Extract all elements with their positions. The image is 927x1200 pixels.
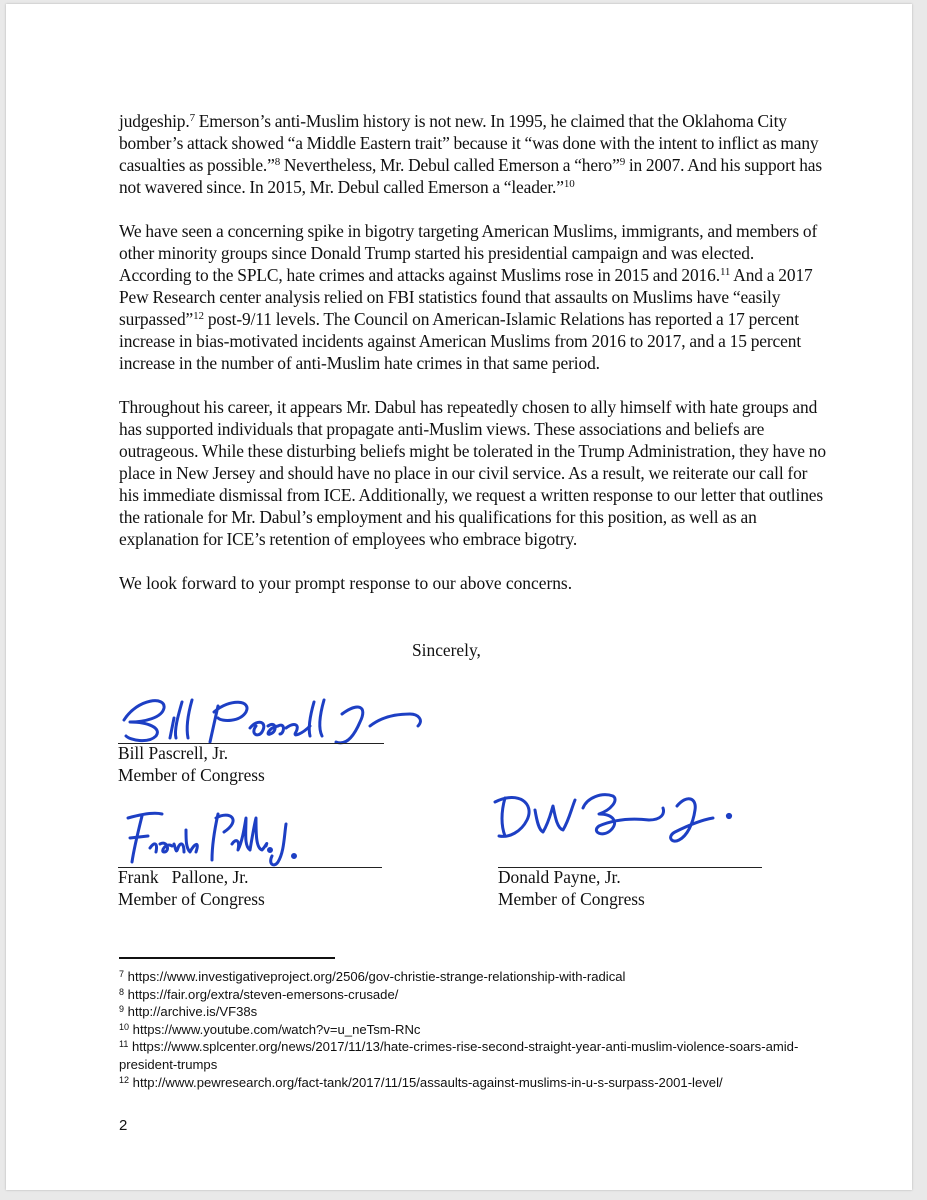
footnote-number: 7 xyxy=(119,969,125,979)
footnote-link[interactable]: https://www.investigativeproject.org/2506/gov-christie-strange-relationship-with-radical xyxy=(127,969,626,984)
footnote-ref: 7 xyxy=(189,112,195,124)
paragraph-emerson-history xyxy=(119,110,829,198)
footnote-link[interactable]: http://www.pewresearch.org/fact-tank/2017/11/15/assaults-against-muslims-in-u-s-surpass-2001-level/ xyxy=(132,1074,723,1090)
footnote-ref: 8 xyxy=(274,156,281,168)
signatory-name: Frank Pallone, Jr. xyxy=(118,867,249,887)
text-run: post-9/11 levels. The Council on American-Islamic Relations has reported a 17 percent increase in bias-motivated incidents against American Muslims from 2016 to 2017, and a 15 percent increase in the number of anti-Muslim hate crimes in that same period. xyxy=(119,309,802,373)
pallone-signature xyxy=(120,804,300,870)
footnote-number: 10 xyxy=(119,1021,130,1032)
paragraph-bigotry-spike xyxy=(119,220,829,374)
page-number: 2 xyxy=(119,1117,128,1134)
signatory-title: Member of Congress xyxy=(118,765,265,785)
signatory-pascrell xyxy=(118,742,265,786)
signatory-pallone xyxy=(118,866,265,910)
footnote-link[interactable]: https://www.splcenter.org/news/2017/11/13/hate-crimes-rise-second-straight-year-anti-muslim-violence-soars-amid-president-trumps xyxy=(119,1039,799,1072)
signatory-name: Donald Payne, Jr. xyxy=(498,867,621,887)
footnote-11 xyxy=(119,1038,819,1073)
text-run: judgeship. xyxy=(119,111,190,131)
text-run: in 2007. And his support has not wavered since. In 2015, Mr. Debul called Emerson a “leader.” xyxy=(119,155,822,197)
footnote-number: 12 xyxy=(119,1074,130,1085)
footnote-number: 11 xyxy=(119,1039,129,1050)
signatory-title: Member of Congress xyxy=(118,889,265,909)
text-run: And a 2017 Pew Research center analysis relied on FBI statistics found that assaults on Muslims have “easily surpassed” xyxy=(119,265,813,329)
footnote-ref: 12 xyxy=(193,310,204,322)
letter-body xyxy=(119,110,829,616)
payne-signature xyxy=(491,786,761,846)
footnote-separator xyxy=(119,957,335,959)
text-run: Nevertheless, Mr. Debul called Emerson a “hero” xyxy=(280,155,620,175)
footnote-ref: 9 xyxy=(619,156,626,168)
footnote-link[interactable]: http://archive.is/VF38s xyxy=(127,1004,258,1020)
footnote-12 xyxy=(119,1074,819,1092)
footnote-link[interactable]: https://fair.org/extra/steven-emersons-crusade/ xyxy=(127,986,399,1002)
text-run: We have seen a concerning spike in bigotry targeting American Muslims, immigrants, and members of other minority groups since Donald Trump started his presidential campaign and was elected. According to the SPLC, hate crimes and attacks against Muslims rose in 2015 and 2016. xyxy=(119,221,818,285)
footnote-10 xyxy=(119,1021,819,1039)
paragraph-closing-request: We look forward to your prompt response to our above concerns. xyxy=(119,573,573,593)
signatory-name: Bill Pascrell, Jr. xyxy=(118,743,229,763)
text-run: Emerson’s anti-Muslim history is not new. In 1995, he claimed that the Oklahoma City bomber’s attack showed “a Middle Eastern trait” because it “was done with the intent to inflict as many casualties as possible.” xyxy=(119,111,819,175)
footnotes xyxy=(119,968,819,1091)
footnote-number: 9 xyxy=(119,1004,125,1015)
paragraph-dismissal-request: Throughout his career, it appears Mr. Dabul has repeatedly chosen to ally himself with hate groups and has supported individuals that propagate anti-Muslim views. These associations and beliefs are outrageous. While these disturbing beliefs might be tolerated in the Trump Administration, they have no place in New Jersey and should have no place in our civil service. As a result, we reiterate our call for his immediate dismissal from ICE. Additionally, we request a written response to our letter that outlines the rationale for Mr. Dabul’s employment and his qualifications for this position, as well as an explanation for ICE’s retention of employees who embrace bigotry. xyxy=(119,397,826,549)
letter-page xyxy=(6,4,912,1190)
footnote-9 xyxy=(119,1003,819,1021)
closing-salutation: Sincerely, xyxy=(412,640,481,660)
footnote-link[interactable]: https://www.youtube.com/watch?v=u_neTsm-RNc xyxy=(132,1021,421,1037)
footnote-ref: 10 xyxy=(563,178,575,190)
footnote-number: 8 xyxy=(119,986,125,997)
footnote-8 xyxy=(119,986,819,1004)
footnote-7 xyxy=(119,968,819,986)
signatory-payne xyxy=(498,866,645,910)
signatory-title: Member of Congress xyxy=(498,889,645,909)
footnote-ref: 11 xyxy=(719,266,731,278)
